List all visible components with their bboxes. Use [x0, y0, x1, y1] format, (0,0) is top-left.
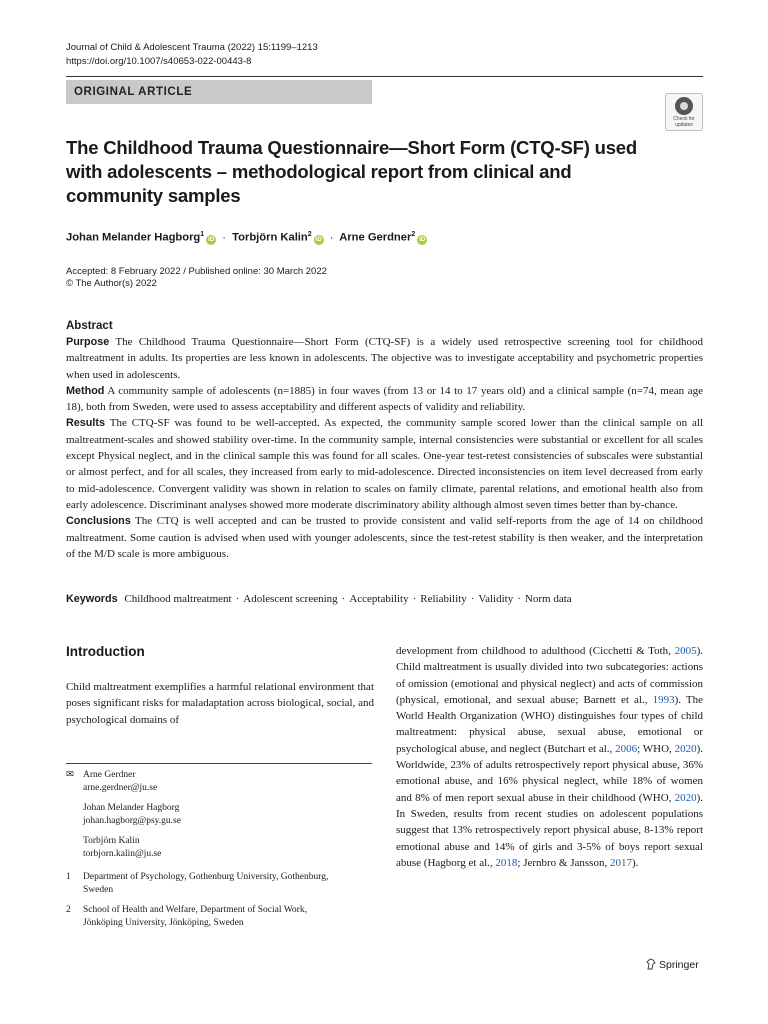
affiliation-number: 1	[66, 872, 71, 882]
citation-link[interactable]: 2020	[674, 791, 697, 804]
check-updates-icon	[675, 97, 693, 115]
body-text: ). In Sweden, results from recent studies on adolescent populations suggest that 13% retrospectively report physical abuse, 8-13% report emotional abuse and 14% of girls and 3-5% of boys report sexual abuse (Hagborg et al.,	[396, 791, 703, 869]
publisher-name: Springer	[659, 959, 699, 971]
author-name[interactable]: Torbjörn Kalin	[232, 231, 308, 244]
abstract-method	[66, 383, 703, 416]
article-title: The Childhood Trauma Questionnaire—Short Form (CTQ-SF) used with adolescents – methodological report from clinical and community samples	[66, 137, 637, 206]
check-updates-label: Check for updates	[673, 116, 695, 128]
body-text: ).	[631, 856, 639, 869]
results-label: Results	[66, 417, 106, 430]
header-rule	[66, 76, 703, 77]
abstract-conclusions	[66, 513, 703, 562]
citation-link[interactable]: 2005	[674, 645, 697, 657]
author-affiliation-mark: 2	[307, 231, 312, 238]
introduction-right-column	[396, 643, 703, 871]
citation-link[interactable]: 2018	[495, 856, 518, 869]
affiliation-1	[66, 871, 329, 895]
keyword: Adolescent screening	[243, 593, 338, 605]
author-affiliation-mark: 1	[200, 231, 205, 238]
body-text: ). Worldwide, 23% of adults retrospectively report physical abuse, 36% emotional abuse, and 16% physical neglect, while 18% of women and 8% of men report sexual abuse in their childhood (WHO,	[396, 742, 703, 804]
doi-link[interactable]: https://doi.org/10.1007/s40653-022-00443-8	[66, 56, 252, 67]
keywords-label: Keywords	[66, 593, 118, 605]
affiliation-text: Department of Psychology, Gothenburg University, Gothenburg, Sweden	[83, 872, 329, 895]
orcid-icon[interactable]: iD	[419, 235, 426, 243]
copyright-line: © The Author(s) 2022	[66, 278, 157, 289]
keywords	[66, 591, 703, 607]
author-affiliation-mark: 2	[411, 231, 416, 238]
keyword: Norm data	[524, 593, 572, 605]
keyword: Validity	[478, 593, 514, 605]
keyword: Reliability	[420, 593, 467, 605]
citation-link[interactable]: 2006	[615, 742, 638, 755]
affiliation-number: 2	[66, 905, 71, 915]
affiliation-2	[66, 904, 307, 928]
keyword-separator: ·	[517, 593, 521, 605]
footnote-rule	[66, 763, 372, 764]
author-separator: ·	[329, 231, 334, 244]
contact-name: Torbjörn Kalin	[83, 836, 140, 847]
abstract-purpose	[66, 334, 703, 383]
keyword-separator: ·	[235, 593, 240, 605]
abstract	[66, 318, 703, 562]
author-separator: ·	[222, 231, 227, 244]
orcid-icon[interactable]: iD	[207, 235, 215, 243]
body-text: development from childhood to adulthood (Cicchetti & Toth,	[396, 645, 675, 657]
body-text: ). Child maltreatment is usually divided into two subcategories: actions of omission (emotional and physical neglect) and acts of commission (physical, emotional, and sexual abuse; Barnett et al.,	[396, 645, 703, 706]
introduction-heading: Introduction	[66, 644, 145, 659]
check-for-updates-badge[interactable]	[665, 93, 703, 131]
orcid-icon[interactable]: iD	[315, 235, 322, 243]
conclusions-text: The CTQ is well accepted and can be trusted to provide consistent and valid self-reports from the age of 14 on childhood maltreatment. Some caution is advised when used with younger adolescents, since the test-retest stability is then weaker, and the interpretation of the M/D scale is more ambiguous.	[66, 515, 703, 560]
accepted-published-date: Accepted: 8 February 2022 / Published online: 30 March 2022	[66, 266, 327, 277]
contact-email[interactable]: torbjorn.kalin@ju.se	[83, 848, 162, 859]
keyword-separator: ·	[341, 593, 346, 605]
contact-name: Arne Gerdner	[83, 770, 136, 780]
body-text: ; WHO,	[637, 742, 675, 755]
body-text: ; Jernbro & Jansson,	[517, 856, 610, 869]
spacer	[83, 794, 343, 802]
keyword-separator: ·	[470, 593, 475, 605]
method-label: Method	[66, 384, 105, 397]
spacer	[83, 827, 343, 835]
journal-citation: Journal of Child & Adolescent Trauma (2022) 15:1199–1213	[66, 42, 318, 53]
method-text: A community sample of adolescents (n=1885) in four waves (from 13 or 14 to 17 years old) and a clinical sample (n=74, mean age 18), both from Sweden, were used to assess acceptability and different aspects of validity and reliability.	[66, 384, 703, 414]
abstract-heading: Abstract	[66, 320, 113, 332]
results-text: The CTQ-SF was found to be well-accepted. As expected, the community sample scored lower than the clinical sample on all maltreatment-scales and showed stability over-time. In the community sample, internal consistencies were substantial or excellent for all scales except Physical neglect, and in the clinical sample this was found for all scales. One-year test-retest consistencies of subscales were substantial or almost perfect, and for all scales, they increased from early to mid-adolescence. Directed inconsistencies on item level decreased from early to mid-adolescence. Convergent validity was shown in relation to scales on family climate, parental relations, and emotional health also from early adolescence. Discriminant analyses showed more moderate discriminatory ability although almost seven times better than by-chance.	[66, 417, 703, 511]
author-name[interactable]: Arne Gerdner	[339, 231, 412, 244]
correspondence-list	[83, 769, 343, 861]
affiliation-text: School of Health and Welfare, Department of Social Work, Jönköping University, Jönköping, Sweden	[83, 905, 307, 928]
publication-dates	[66, 266, 327, 290]
author-list	[66, 227, 427, 246]
envelope-icon: ✉	[66, 770, 74, 780]
author-name[interactable]: Johan Melander Hagborg	[66, 231, 201, 244]
article-type-banner: ORIGINAL ARTICLE	[66, 80, 372, 104]
purpose-label: Purpose	[66, 336, 110, 348]
introduction-paragraph: Child maltreatment exemplifies a harmful relational environment that poses significant risks for maladaptation across biological, social, and psychological domains of	[66, 681, 374, 726]
journal-header	[66, 41, 318, 69]
contact-email[interactable]: arne.gerdner@ju.se	[83, 782, 158, 793]
abstract-results	[66, 415, 703, 513]
publisher-logo	[646, 958, 699, 971]
keyword: Acceptability	[349, 593, 409, 605]
keyword-separator: ·	[412, 593, 417, 605]
citation-link[interactable]: 2020	[674, 742, 697, 755]
citation-link[interactable]: 2017	[609, 856, 632, 869]
springer-horse-icon	[646, 958, 656, 970]
body-text: ). The World Health Organization (WHO) distinguishes four types of child maltreatment: physical abuse, sexual abuse, emotional or psychological abuse, and neglect (Butchart et al.,	[396, 693, 703, 755]
contact-email[interactable]: johan.hagborg@psy.gu.se	[83, 815, 181, 826]
keyword: Childhood maltreatment	[124, 593, 232, 605]
contact-name: Johan Melander Hagborg	[83, 803, 180, 814]
correspondence-block	[66, 769, 181, 859]
citation-link[interactable]: 1993	[652, 693, 675, 706]
purpose-text: The Childhood Trauma Questionnaire—Short Form (CTQ-SF) is a widely used retrospective screening tool for childhood maltreatment in adults. Its properties are less known in adolescents. The objective was to investigate acceptability and psychometric properties when used in adolescents.	[66, 336, 703, 381]
conclusions-label: Conclusions	[66, 515, 131, 528]
